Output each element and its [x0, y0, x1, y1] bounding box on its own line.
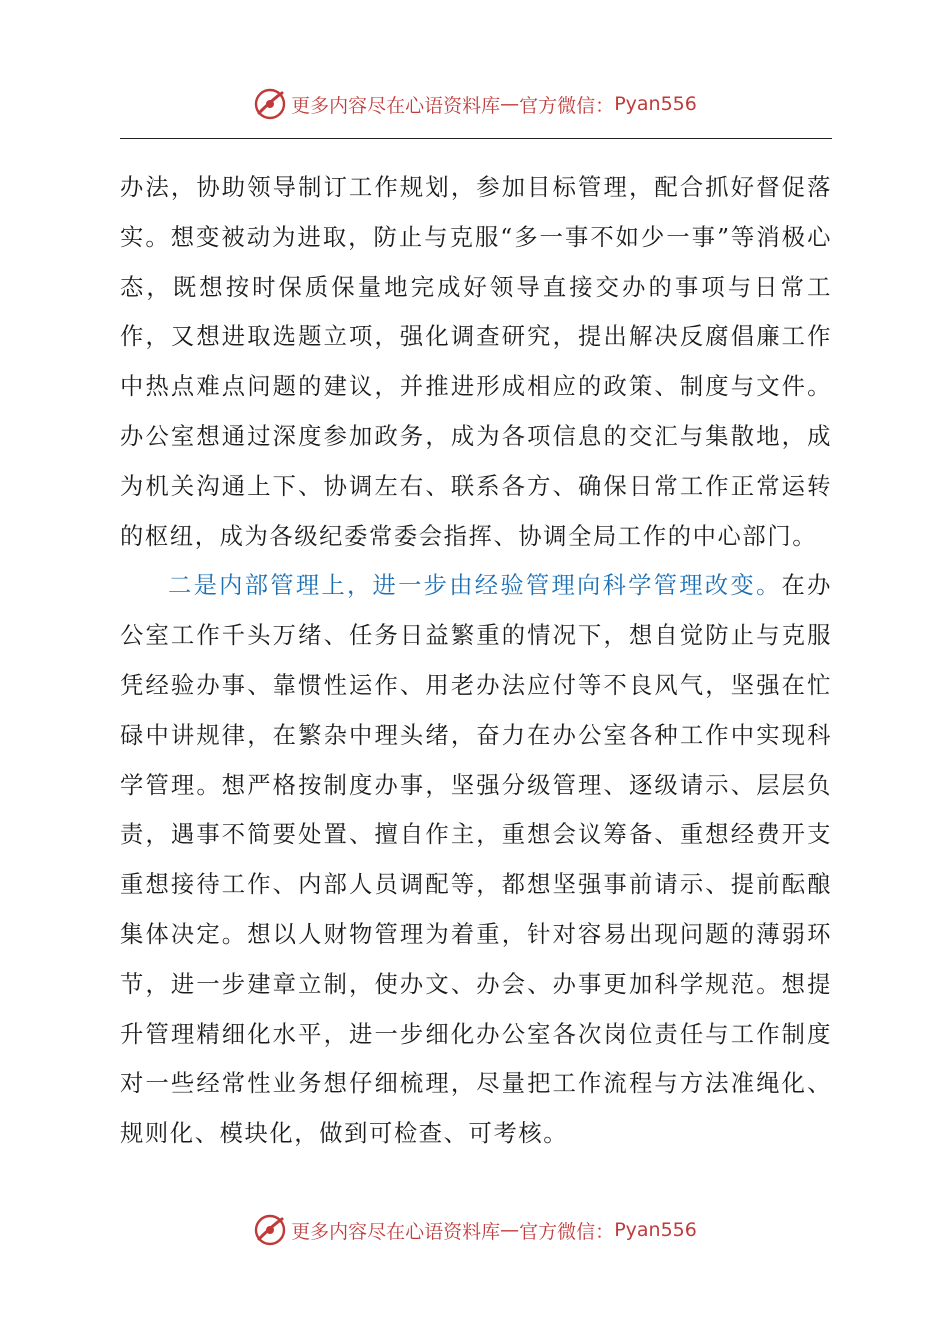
paragraph-2-lead: 二是内部管理上，进一步由经验管理向科学管理改变。	[168, 572, 782, 600]
footer-contact-id: Pyan556	[614, 1219, 697, 1241]
paragraph-2	[120, 561, 832, 1159]
header-divider	[120, 138, 832, 139]
header-banner	[0, 84, 950, 124]
document-body	[120, 163, 832, 1159]
footer-separator: —	[500, 1219, 520, 1241]
footer-brand: 更多内容尽在心语资料库	[291, 1220, 501, 1243]
footer-contact-label: 官方微信：	[519, 1220, 615, 1243]
header-contact-id: Pyan556	[614, 93, 697, 115]
paragraph-2-rest: 在办公室工作千头万绪、任务日益繁重的情况下，想自觉防止与克服凭经验办事、靠惯性运作、用老办法应付等不良风气，坚强在忙碌中讲规律，在繁杂中理头绪，奋力在办公室各种工作中实现科学管理。想严格按制度办事，坚强分级管理、逐级请示、层层负责，遇事不简要处置、擅自作主，重想会议筹备、重想经费开支重想接待工作、内部人员调配等，都想坚强事前请示、提前酝酿集体决定。想以人财物管理为着重，针对容易出现问题的薄弱环节，进一步建章立制，使办文、办会、办事更加科学规范。想提升管理精细化水平，进一步细化办公室各次岗位责任与工作制度对一些经常性业务想仔细梳理，尽量把工作流程与方法准绳化、规则化、模块化，做到可检查、可考核。	[120, 572, 832, 1148]
header-contact-label: 官方微信：	[519, 94, 615, 117]
pen-circle-logo-icon	[253, 1213, 287, 1247]
header-brand: 更多内容尽在心语资料库	[291, 94, 501, 117]
paragraph-1: 办法，协助领导制订工作规划，参加目标管理，配合抓好督促落实。想变被动为进取，防止与克服“多一事不如少一事”等消极心态，既想按时保质保量地完成好领导直接交办的事项与日常工作，又想进取选题立项，强化调查研究，提出解决反腐倡廉工作中热点难点问题的建议，并推进形成相应的政策、制度与文件。办公室想通过深度参加政务，成为各项信息的交汇与集散地，成为机关沟通上下、协调左右、联系各方、确保日常工作正常运转的枢纽，成为各级纪委常委会指挥、协调全局工作的中心部门。	[120, 174, 832, 550]
pen-circle-logo-icon	[253, 87, 287, 121]
header-separator: —	[500, 93, 520, 115]
footer-banner	[0, 1210, 950, 1250]
